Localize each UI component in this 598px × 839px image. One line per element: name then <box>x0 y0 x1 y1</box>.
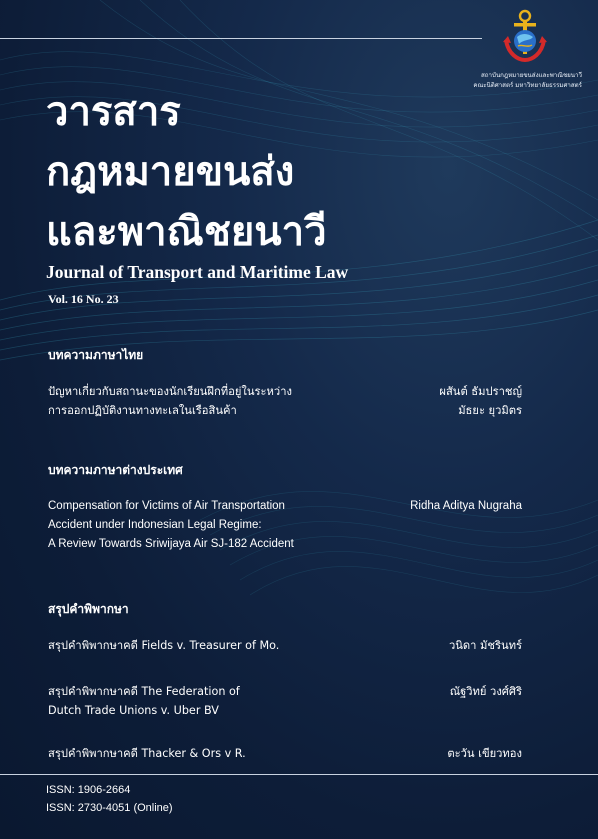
institution-line-1: สถาบันกฎหมายขนส่งและพาณิชยนาวี <box>481 72 582 79</box>
article-title-english <box>48 497 294 554</box>
author-name: ผสันต์ ธัมปราชญ์ <box>439 385 522 398</box>
article-title-line: ปัญหาเกี่ยวกับสถานะของนักเรียนฝึกที่อยู่ในระหว่าง <box>48 385 292 398</box>
anchor-globe-emblem-icon <box>500 6 550 64</box>
author-name: ตะวัน เขียวทอง <box>447 747 522 760</box>
case-summary-title-line: สรุปคำพิพากษาคดี The Federation of <box>48 685 240 698</box>
article-authors-thai <box>439 382 522 420</box>
case-summary-title-line: สรุปคำพิพากษาคดี Fields v. Treasurer of Mo. <box>48 639 280 652</box>
institution-name <box>473 71 582 91</box>
author-name: ณัฐวิทย์ วงศ์ศิริ <box>449 685 522 698</box>
case-summary-title <box>48 744 246 763</box>
article-author-english <box>410 497 522 516</box>
case-summary-author <box>447 744 522 763</box>
article-title-line: Accident under Indonesian Legal Regime: <box>48 519 262 531</box>
case-summary-title <box>48 636 279 655</box>
journal-title-thai-line-2: กฎหมายขนส่ง <box>46 149 295 195</box>
issn-print: ISSN: 1906-2664 <box>46 784 131 796</box>
case-summary-author <box>450 682 522 701</box>
article-title-line: การออกปฏิบัติงานทางทะเลในเรือสินค้า <box>48 404 237 417</box>
top-rule <box>0 38 482 39</box>
issn-online: ISSN: 2730-4051 (Online) <box>46 802 173 814</box>
author-name: Ridha Aditya Nugraha <box>410 500 522 512</box>
section-heading-foreign-articles: บทความภาษาต่างประเทศ <box>48 463 183 477</box>
section-heading-thai-articles: บทความภาษาไทย <box>48 348 144 362</box>
journal-title-thai-line-1: วารสาร <box>46 89 181 135</box>
institution-line-2: คณะนิติศาสตร์ มหาวิทยาลัยธรรมศาสตร์ <box>473 82 582 89</box>
article-title-thai <box>48 382 292 420</box>
section-heading-case-summaries: สรุปคำพิพากษา <box>48 602 129 616</box>
article-title-line: Compensation for Victims of Air Transportation <box>48 500 285 512</box>
author-name: วนิดา มัชรินทร์ <box>448 639 522 652</box>
volume-number: Vol. 16 No. 23 <box>48 292 119 306</box>
bottom-rule <box>0 774 598 775</box>
case-summary-title-line: Dutch Trade Unions v. Uber BV <box>48 704 219 717</box>
case-summary-title <box>48 682 240 720</box>
journal-title-english: Journal of Transport and Maritime Law <box>46 262 349 282</box>
journal-title-thai-line-3: และพาณิชยนาวี <box>46 209 327 255</box>
case-summary-title-line: สรุปคำพิพากษาคดี Thacker & Ors v R. <box>48 747 246 760</box>
case-summary-author <box>449 636 522 655</box>
article-title-line: A Review Towards Sriwijaya Air SJ-182 Accident <box>48 538 294 550</box>
author-name: มัธยะ ยุวมิตร <box>458 404 522 417</box>
